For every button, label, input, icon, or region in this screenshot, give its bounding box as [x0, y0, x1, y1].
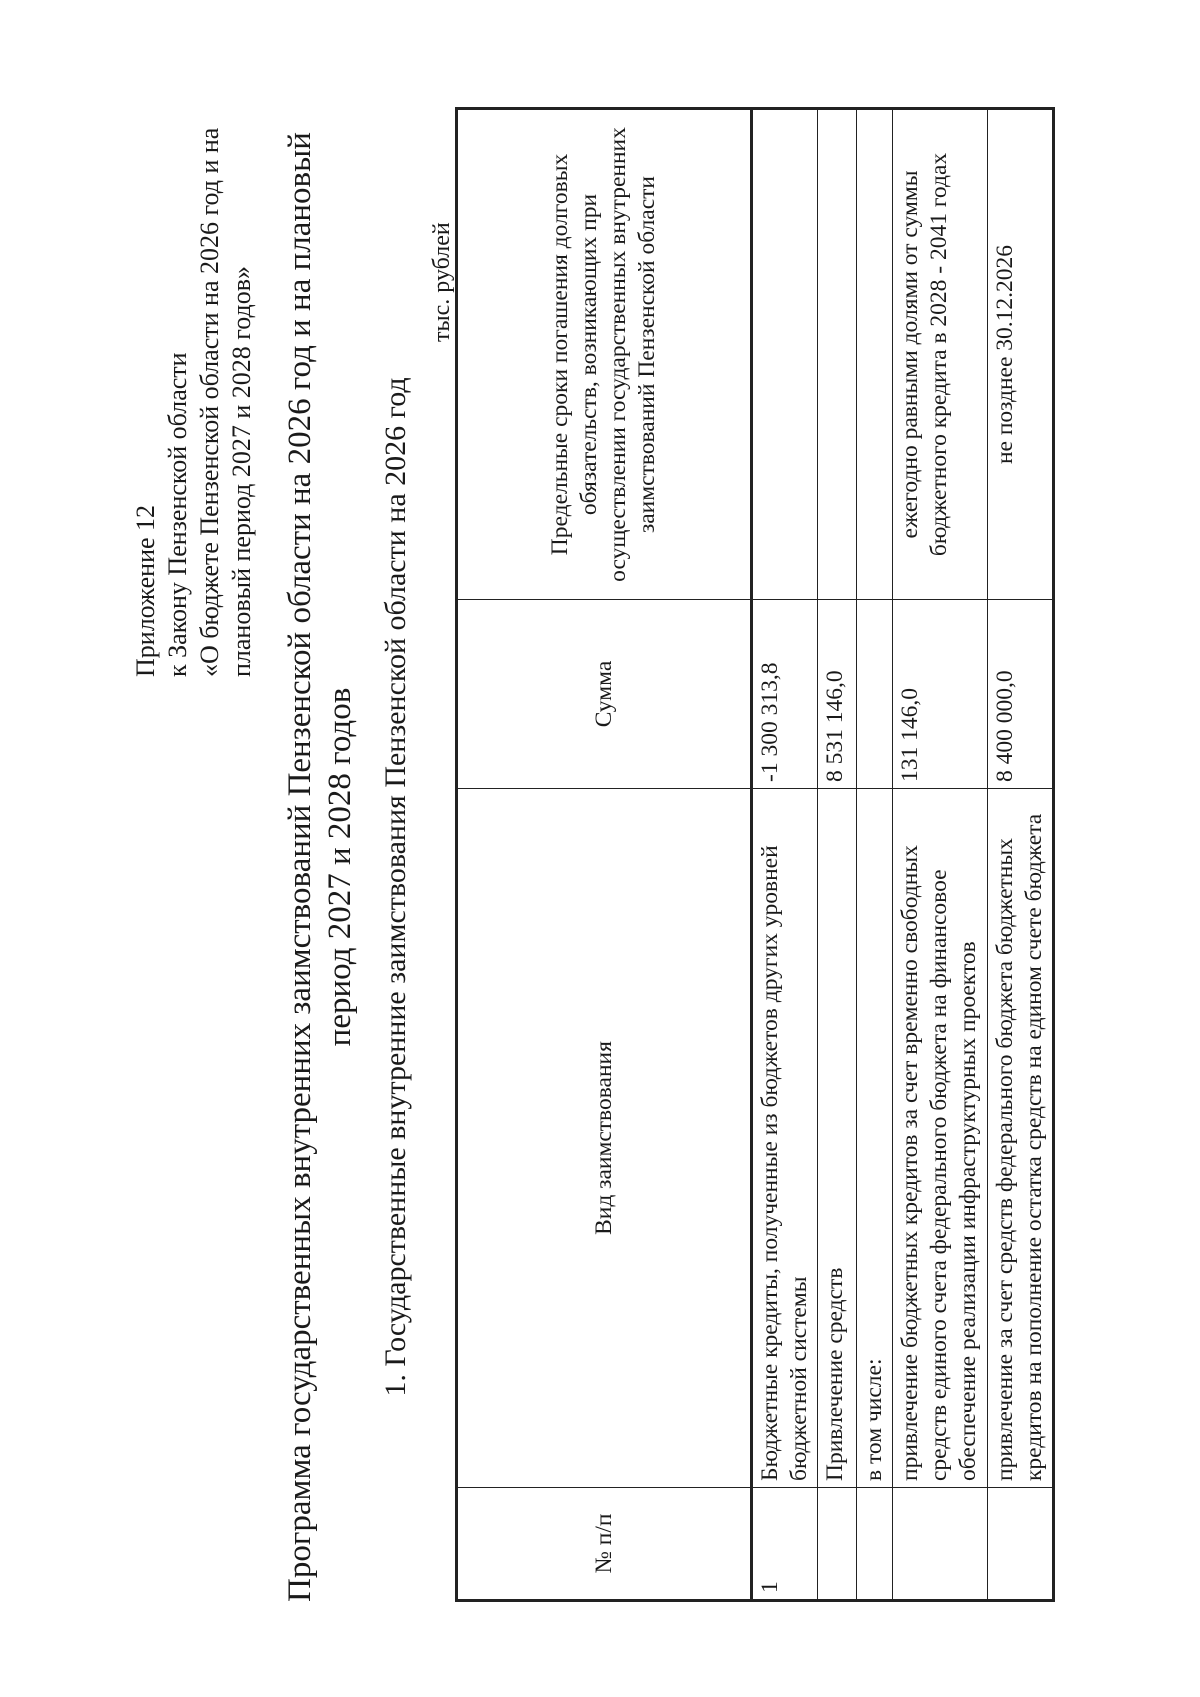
row-borrowing-kind: в том числе: [857, 789, 893, 1488]
row-number [988, 1488, 1054, 1601]
row-repayment-term: не позднее 30.12.2026 [988, 109, 1054, 600]
row-repayment-term [752, 109, 818, 600]
row-sum: 8 531 146,0 [818, 600, 857, 789]
row-repayment-term: ежегодно равными долями от суммы бюджетного кредита в 2028 - 2041 годах [893, 109, 988, 600]
row-borrowing-kind: привлечение бюджетных кредитов за счет временно свободных средств единого счета федерального бюджета на финансовое обеспечение реализации инфраструктурных проектов [893, 789, 988, 1488]
row-sum [857, 600, 893, 789]
units-label: тыс. рублей [429, 222, 455, 342]
table-row [857, 109, 893, 1601]
row-number [857, 1488, 893, 1601]
header-borrowing-kind: Вид заимствования [457, 789, 752, 1488]
appendix-law-title-line2: плановый период 2027 и 2028 годов» [227, 265, 256, 677]
row-sum: 131 146,0 [893, 600, 988, 789]
appendix-number: Приложение 12 [131, 504, 160, 677]
table-row [752, 109, 818, 1601]
row-sum: -1 300 313,8 [752, 600, 818, 789]
header-sum: Сумма [457, 600, 752, 789]
row-number [893, 1488, 988, 1601]
row-number [818, 1488, 857, 1601]
row-repayment-term [857, 109, 893, 600]
header-number: № п/п [457, 1488, 752, 1601]
table-row [988, 109, 1054, 1601]
header-repayment-term: Предельные сроки погашения долговых обязательств, возникающих при осуществлении государственных внутренних заимствований Пензенской области [457, 109, 752, 600]
table-row [818, 109, 857, 1601]
appendix-law-title-line1: «О бюджете Пензенской области на 2026 год и на [195, 127, 224, 677]
row-sum: 8 400 000,0 [988, 600, 1054, 789]
appendix-header [130, 117, 258, 677]
program-title: Программа государственных внутренних заимствований Пензенской области на 2026 год и на плановый период 2027 и 2028 годов [282, 132, 358, 1602]
appendix-law-reference: к Закону Пензенской области [163, 352, 192, 677]
row-number: 1 [752, 1488, 818, 1601]
row-repayment-term [818, 109, 857, 600]
row-borrowing-kind: Бюджетные кредиты, полученные из бюджетов других уровней бюджетной системы [752, 789, 818, 1488]
row-borrowing-kind: привлечение за счет средств федерального бюджета бюджетных кредитов на пополнение остатка средств на едином счете бюджета [988, 789, 1054, 1488]
borrowings-table [455, 107, 1055, 1602]
table-row [893, 109, 988, 1601]
row-borrowing-kind: Привлечение средств [818, 789, 857, 1488]
section-title: 1. Государственные внутренние заимствования Пензенской области на 2026 год [379, 377, 412, 1397]
table-header-row [457, 109, 752, 1601]
